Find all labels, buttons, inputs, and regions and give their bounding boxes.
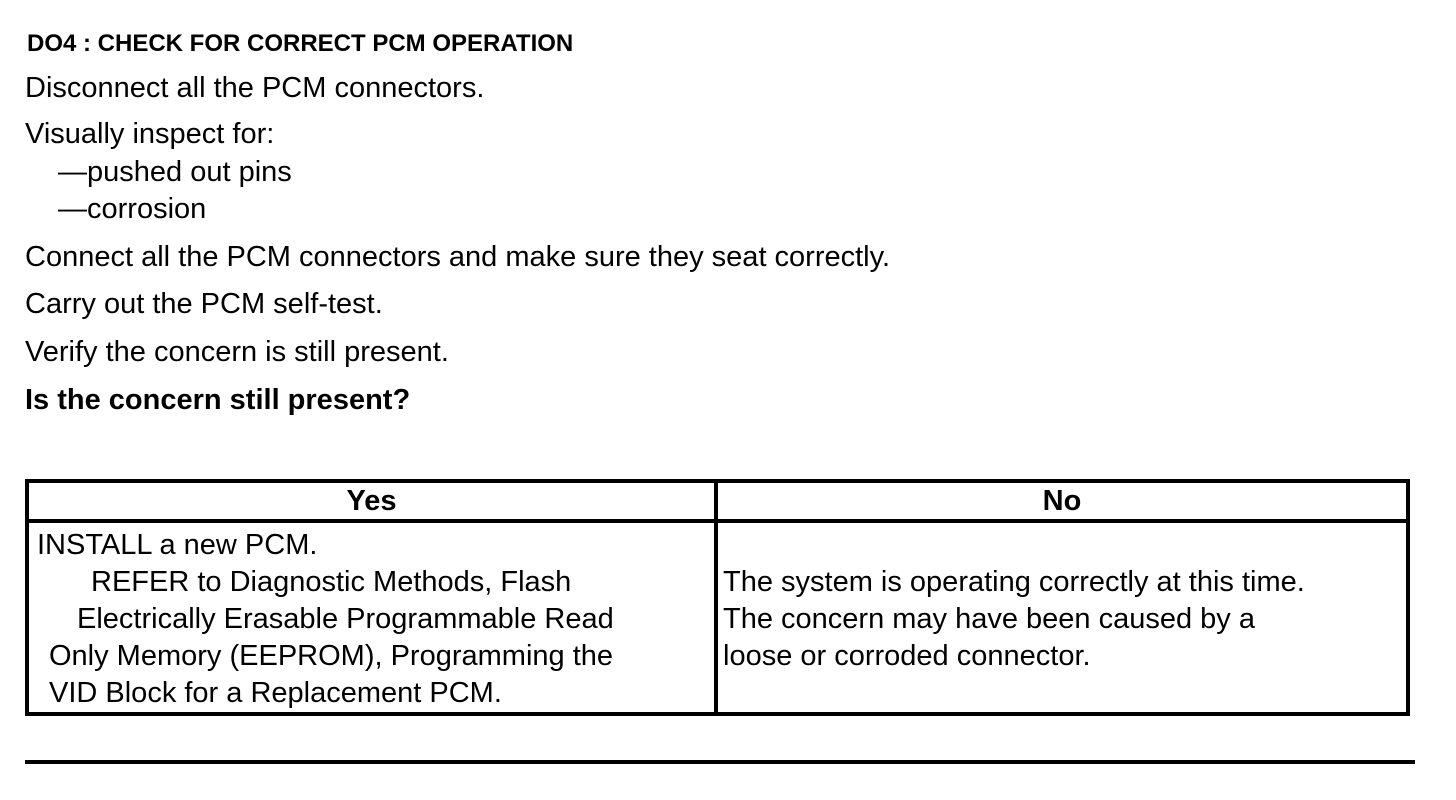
no-cell bbox=[716, 521, 1408, 714]
yes-cell bbox=[27, 521, 716, 714]
yes-header: Yes bbox=[27, 481, 716, 521]
footer-divider bbox=[25, 760, 1415, 764]
step-question: Is the concern still present? bbox=[25, 384, 411, 416]
no-line: loose or corroded connector. bbox=[723, 640, 1091, 672]
result-table bbox=[25, 479, 1410, 716]
instruction-inspect: Visually inspect for: bbox=[25, 118, 275, 150]
instruction-verify: Verify the concern is still present. bbox=[25, 336, 449, 368]
table-row bbox=[27, 521, 1408, 714]
inspect-item-pins: —pushed out pins bbox=[58, 156, 292, 188]
instruction-connect: Connect all the PCM connectors and make sure they seat correctly. bbox=[25, 241, 891, 273]
instruction-self-test: Carry out the PCM self-test. bbox=[25, 288, 383, 320]
instruction-disconnect: Disconnect all the PCM connectors. bbox=[25, 72, 485, 104]
yes-line: INSTALL a new PCM. bbox=[37, 529, 318, 561]
yes-line: REFER to Diagnostic Methods, Flash bbox=[91, 566, 572, 598]
yes-line: Electrically Erasable Programmable Read bbox=[77, 603, 614, 635]
table-header-row bbox=[27, 481, 1408, 521]
inspect-item-corrosion: —corrosion bbox=[58, 193, 207, 225]
no-line: The concern may have been caused by a bbox=[723, 603, 1255, 635]
no-header: No bbox=[716, 481, 1408, 521]
yes-line: Only Memory (EEPROM), Programming the bbox=[49, 640, 614, 672]
no-line: The system is operating correctly at this time. bbox=[723, 566, 1305, 598]
yes-line: VID Block for a Replacement PCM. bbox=[49, 677, 502, 709]
step-heading: DO4 : CHECK FOR CORRECT PCM OPERATION bbox=[27, 30, 574, 57]
